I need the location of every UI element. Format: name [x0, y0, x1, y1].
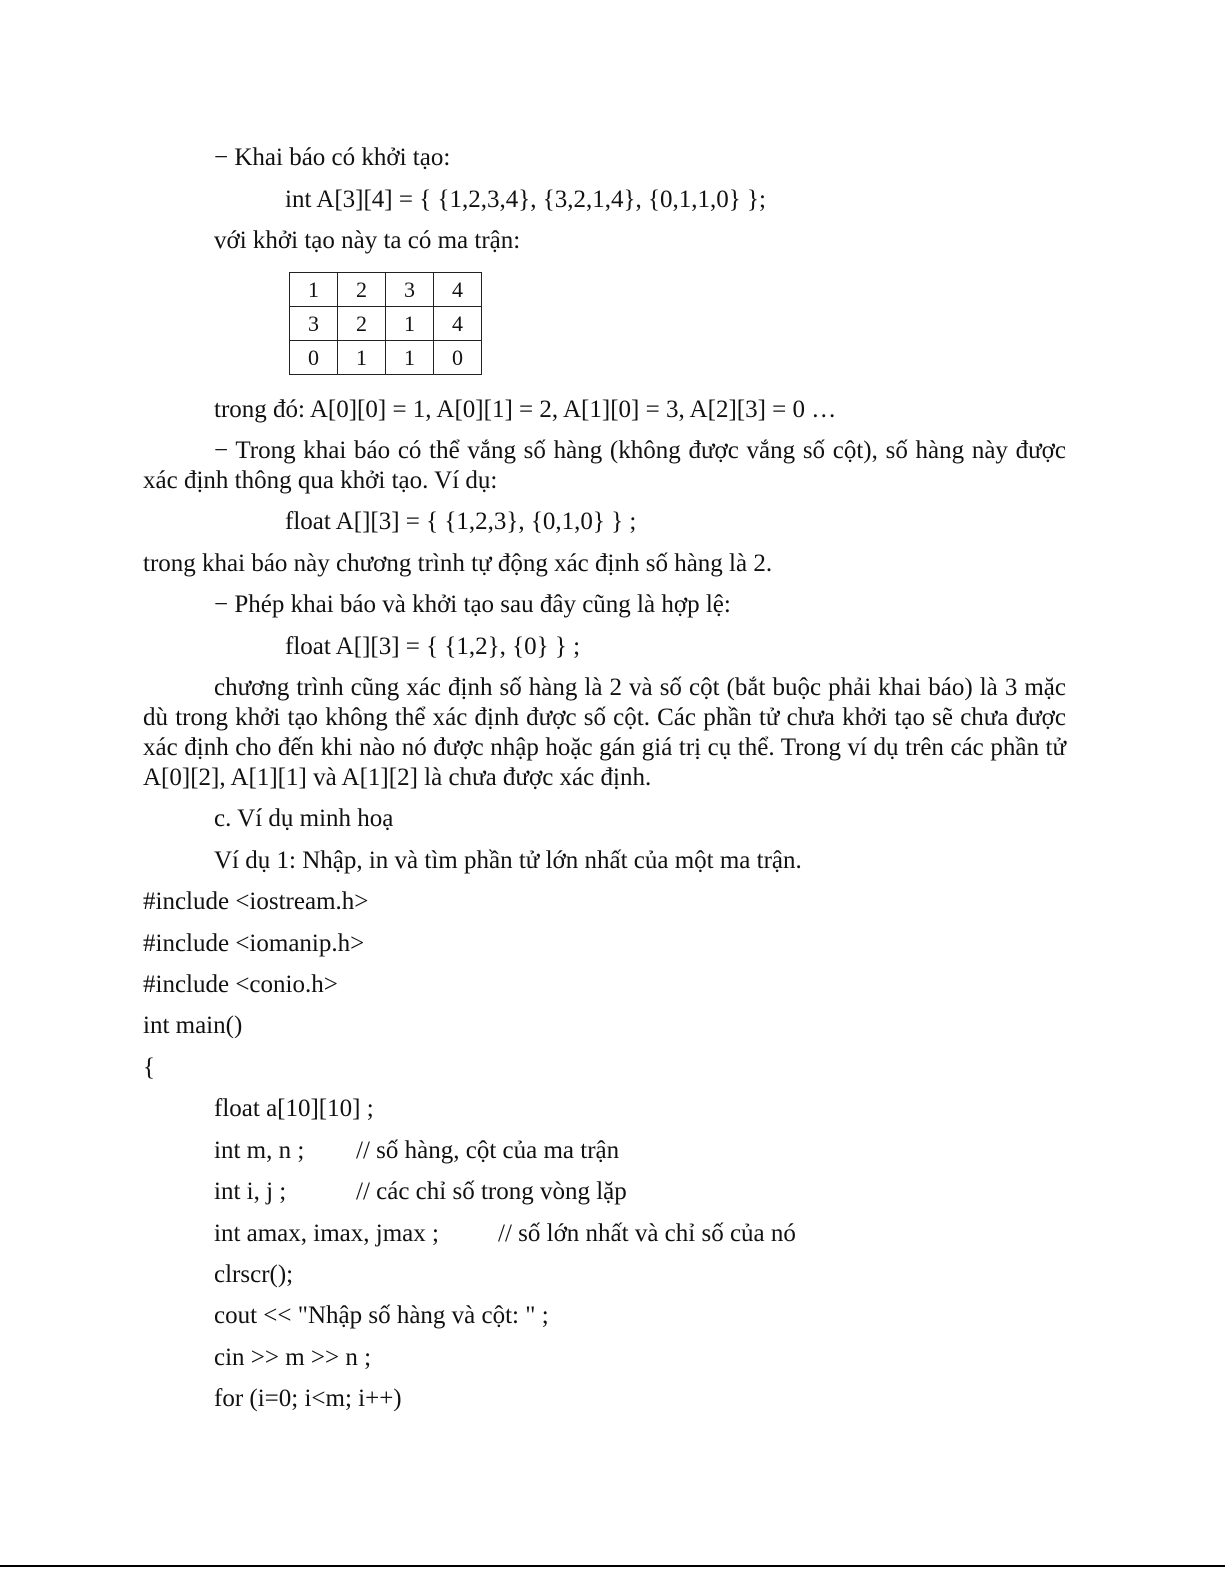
matrix-cell: 2 [338, 273, 386, 307]
code-line: clrscr(); [214, 1261, 294, 1288]
code-line: float a[10][10] ; [214, 1095, 374, 1122]
auto-rows-text: trong khai báo này chương trình tự động xác định số hàng là 2. [143, 550, 773, 577]
section-heading-examples: c. Ví dụ minh hoạ [214, 805, 394, 832]
code-comment: // số hàng, cột của ma trận [356, 1137, 620, 1164]
code-line: int amax, imax, jmax ; [214, 1220, 439, 1247]
valid-declaration-heading: − Phép khai báo và khởi tạo sau đây cũng là hợp lệ: [214, 591, 731, 618]
matrix-row [290, 341, 482, 375]
missing-rows-text: − Trong khai báo có thể vắng số hàng (không được vắng số cột), số hàng này được xác định thông qua khởi tạo. Ví dụ: [143, 437, 1066, 494]
code-line: { [143, 1054, 155, 1081]
code-line: int i, j ; [214, 1178, 287, 1205]
float-init-code-2: float A[][3] = { {1,2}, {0} } ; [285, 633, 581, 660]
code-line: cout << "Nhập số hàng và cột: " ; [214, 1302, 549, 1329]
matrix-cell: 1 [386, 307, 434, 341]
code-line: int main() [143, 1012, 243, 1039]
code-comment: // số lớn nhất và chỉ số của nó [498, 1220, 796, 1247]
example-1-title: Ví dụ 1: Nhập, in và tìm phần tử lớn nhất của một ma trận. [214, 847, 802, 874]
undefined-elements-paragraph [143, 673, 1066, 793]
code-line: #include <iostream.h> [143, 888, 369, 915]
matrix-cell: 1 [338, 341, 386, 375]
matrix-table [289, 272, 482, 375]
declaration-with-init-heading: − Khai báo có khởi tạo: [214, 144, 451, 171]
undefined-elements-text: chương trình cũng xác định số hàng là 2 và số cột (bắt buộc phải khai báo) là 3 mặc dù trong khởi tạo không thể xác định được số cột. Các phần tử chưa khởi tạo sẽ chưa được xác định cho đến khi nào nó được nhập hoặc gán giá trị cụ thể. Trong ví dụ trên các phần tử A[0][2], A[1][1] và A[1][2] là chưa được xác định. [143, 674, 1066, 791]
matrix-cell: 3 [386, 273, 434, 307]
matrix-cell: 0 [434, 341, 482, 375]
missing-rows-paragraph [143, 436, 1066, 496]
matrix-cell: 4 [434, 307, 482, 341]
matrix-cell: 1 [290, 273, 338, 307]
matrix-row [290, 273, 482, 307]
matrix-cell: 2 [338, 307, 386, 341]
code-line: for (i=0; i<m; i++) [214, 1385, 402, 1412]
page-bottom-border [0, 1565, 1225, 1567]
matrix-cell: 4 [434, 273, 482, 307]
matrix-cell: 3 [290, 307, 338, 341]
code-line: int m, n ; [214, 1137, 305, 1164]
code-comment: // các chỉ số trong vòng lặp [356, 1178, 627, 1205]
init-code-line: int A[3][4] = { {1,2,3,4}, {3,2,1,4}, {0,1,1,0} }; [285, 186, 766, 213]
matrix-cell: 1 [386, 341, 434, 375]
matrix-intro-text: với khởi tạo này ta có ma trận: [214, 227, 521, 254]
code-line: cin >> m >> n ; [214, 1344, 372, 1371]
matrix-row [290, 307, 482, 341]
code-line: #include <conio.h> [143, 971, 338, 998]
code-line: #include <iomanip.h> [143, 930, 365, 957]
matrix-cell: 0 [290, 341, 338, 375]
float-init-code-1: float A[][3] = { {1,2,3}, {0,1,0} } ; [285, 508, 637, 535]
element-values-text: trong đó: A[0][0] = 1, A[0][1] = 2, A[1][0] = 3, A[2][3] = 0 … [214, 396, 837, 423]
